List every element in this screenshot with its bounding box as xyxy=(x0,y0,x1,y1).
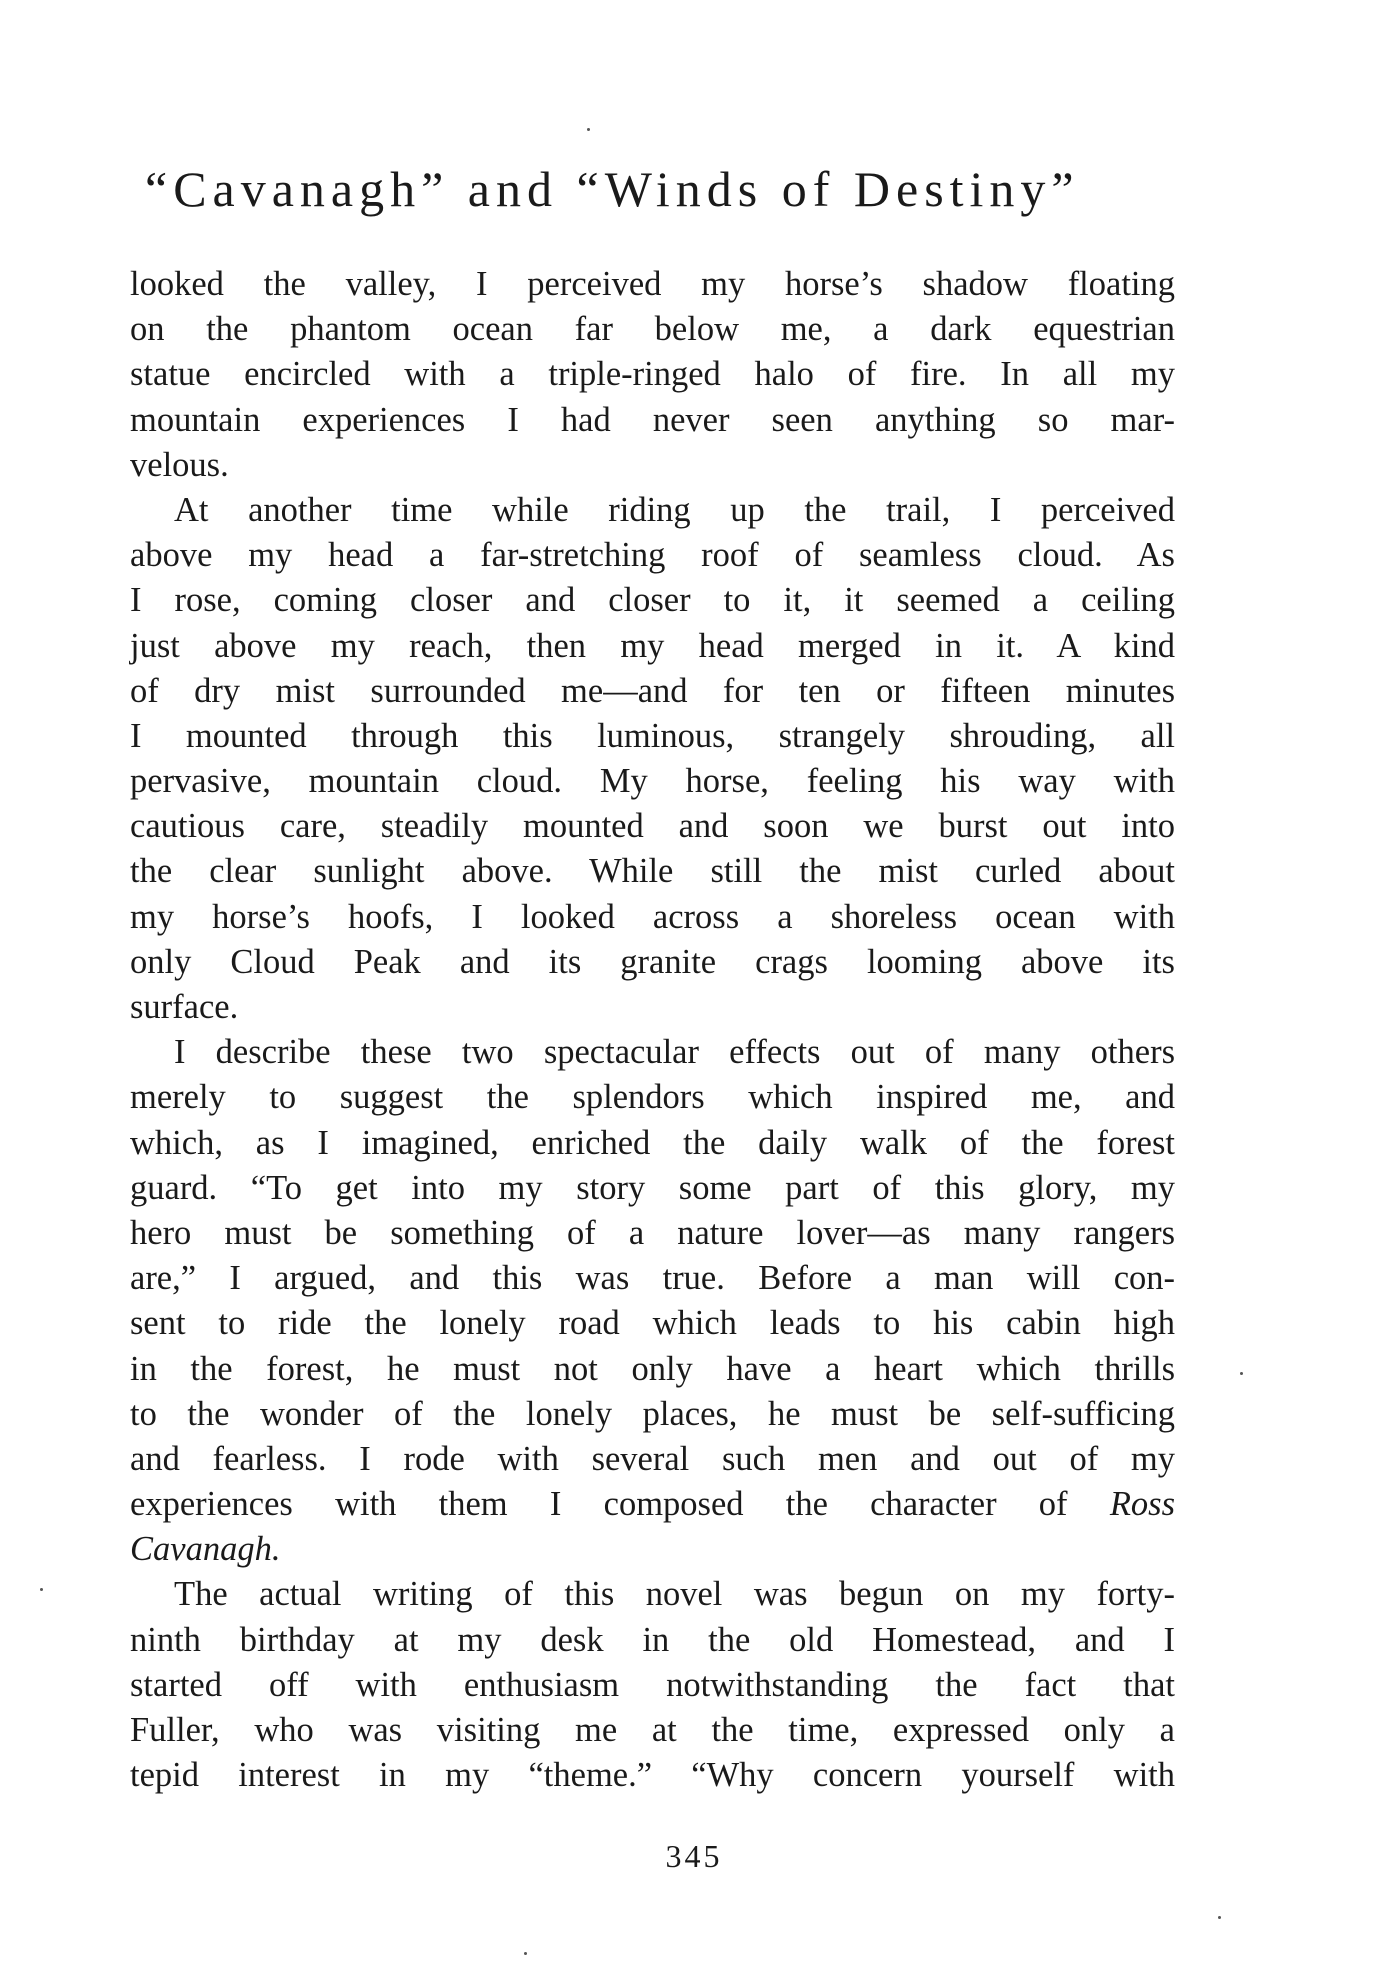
body-text xyxy=(130,262,1175,1798)
text-line: my horse’s hoofs, I looked across a shoreless ocean with xyxy=(130,897,1175,936)
text-line: I mounted through this luminous, strangely shrouding, all xyxy=(130,716,1175,755)
text-line: I describe these two spectacular effects out of many others xyxy=(174,1033,1175,1072)
text-line: Fuller, who was visiting me at the time, expressed only a xyxy=(130,1711,1175,1749)
text-line: Cavanagh. xyxy=(130,1530,281,1569)
text-line: mountain experiences I had never seen anything so mar- xyxy=(130,400,1175,439)
text-line: started off with enthusiasm notwithstanding the fact that xyxy=(130,1665,1175,1704)
text-line: I rose, coming closer and closer to it, it seemed a ceiling xyxy=(130,581,1175,620)
italic-name: Ross xyxy=(1109,1485,1176,1524)
text-line: which, as I imagined, enriched the daily walk of the forest xyxy=(130,1123,1175,1162)
text-line: hero must be something of a nature lover—as many rangers xyxy=(130,1213,1175,1252)
text-line: At another time while riding up the trail, I perceived xyxy=(174,490,1175,529)
text-line: The actual writing of this novel was begun on my forty- xyxy=(174,1575,1175,1614)
text-line: sent to ride the lonely road which leads to his cabin high xyxy=(130,1304,1175,1343)
text-line: merely to suggest the splendors which inspired me, and xyxy=(130,1078,1175,1117)
text-line: looked the valley, I perceived my horse’s shadow floating xyxy=(130,265,1175,303)
text-line: velous. xyxy=(130,445,229,484)
scan-speck xyxy=(587,128,590,131)
text-line: above my head a far-stretching roof of seamless cloud. As xyxy=(130,536,1175,575)
text-line: are,” I argued, and this was true. Before a man will con- xyxy=(130,1259,1175,1298)
page-number: 345 xyxy=(665,1838,723,1874)
scan-speck xyxy=(40,1588,43,1591)
text-run: experiences with them I composed the character of xyxy=(130,1485,1068,1524)
text-line: the clear sunlight above. While still the mist curled about xyxy=(130,852,1175,891)
scan-speck xyxy=(1218,1916,1221,1919)
text-line: on the phantom ocean far below me, a dark equestrian xyxy=(130,310,1175,349)
text-line: guard. “To get into my story some part of this glory, my xyxy=(130,1168,1175,1207)
text-line: only Cloud Peak and its granite crags looming above its xyxy=(130,942,1175,981)
scan-speck xyxy=(1240,1372,1243,1375)
text-line: in the forest, he must not only have a heart which thrills xyxy=(130,1349,1175,1388)
running-head: “Cavanagh” and “Winds of Destiny” xyxy=(145,161,1080,217)
text-line: pervasive, mountain cloud. My horse, feeling his way with xyxy=(130,762,1175,801)
text-line: to the wonder of the lonely places, he must be self-sufficing xyxy=(130,1394,1175,1433)
scan-speck xyxy=(524,1952,527,1955)
text-line: surface. xyxy=(130,988,239,1026)
text-line: and fearless. I rode with several such men and out of my xyxy=(130,1439,1175,1478)
text-line: statue encircled with a triple-ringed halo of fire. In all my xyxy=(130,355,1175,394)
text-line xyxy=(130,1482,1175,1527)
text-line: cautious care, steadily mounted and soon we burst out into xyxy=(130,807,1175,846)
text-line: ninth birthday at my desk in the old Homestead, and I xyxy=(130,1620,1175,1659)
text-line: tepid interest in my “theme.” “Why concern yourself with xyxy=(130,1756,1175,1795)
text-line: just above my reach, then my head merged in it. A kind xyxy=(130,626,1175,665)
text-line: of dry mist surrounded me—and for ten or fifteen minutes xyxy=(130,671,1175,710)
